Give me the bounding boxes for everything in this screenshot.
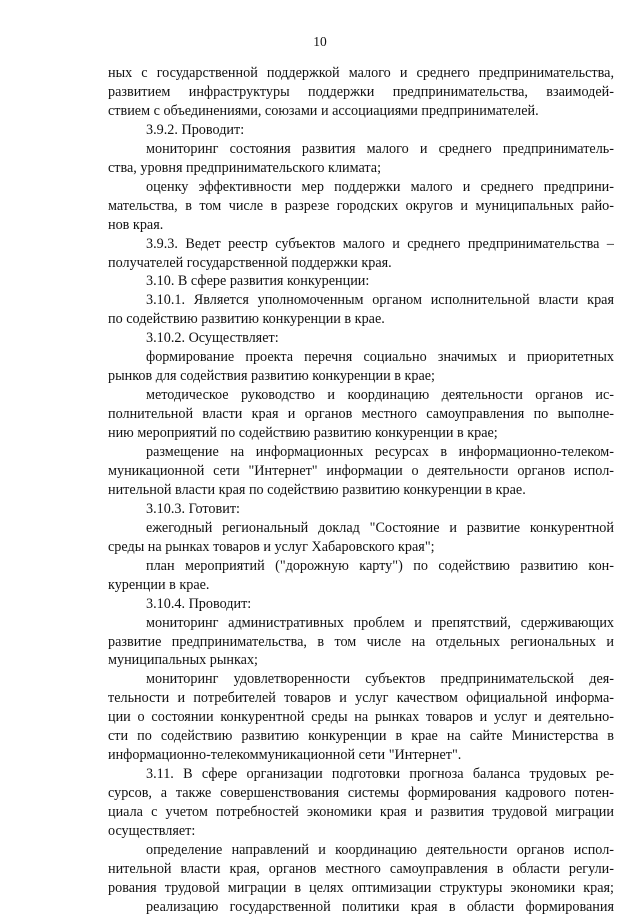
text-line: ежегодный региональный доклад "Состояние и развитие конкурентной [146, 519, 614, 536]
text-line: план мероприятий ("дорожную карту") по содействию развитию кон- [146, 557, 614, 574]
text-line: мательства, в том числе в разрезе городских округов и муниципальных райо- [108, 197, 614, 214]
text-line: развитием инфраструктуры поддержки предпринимательства, взаимодей- [108, 84, 614, 100]
text-line: методическое руководство и координацию деятельности органов ис- [146, 387, 614, 404]
text-line: 3.10.4. Проводит: [146, 595, 252, 612]
text-line: размещение на информационных ресурсах в информационно-телеком- [146, 444, 614, 460]
text-line: полнительной власти края и органов местного самоуправления по выполне- [108, 406, 614, 423]
text-line: 3.11. В сфере организации подготовки прогноза баланса трудовых ре- [146, 766, 614, 783]
page-number: 10 [313, 34, 327, 49]
text-line: нительной власти края по содействию развитию конкуренции в крае. [108, 481, 526, 498]
text-line: сти по содействию развитию конкуренции в крае на сайте Министерства в [108, 728, 614, 745]
text-line: ции о состоянии конкурентной среды на рынках товаров и услуг и деятельно- [108, 709, 614, 726]
text-line: развитие предпринимательства, в том числе на отдельных региональных и [108, 633, 614, 650]
text-line: тельности и потребителей товаров и услуг качеством официальной информа- [108, 690, 614, 707]
text-line: по содействию развитию конкуренции в крае. [108, 311, 385, 328]
text-line: определение направлений и координацию деятельности органов испол- [146, 841, 614, 858]
text-line: оценку эффективности мер поддержки малого и среднего предприни- [146, 178, 614, 195]
text-line: куренции в крае. [108, 576, 210, 593]
text-line: ствием с объединениями, союзами и ассоциациями предпринимателей. [108, 102, 539, 119]
text-line: рования трудовой миграции в целях оптимизации структуры экономики края; [108, 879, 614, 896]
text-line: нию мероприятий по содействию развитию конкуренции в крае; [108, 425, 498, 442]
text-line: 3.10.2. Осуществляет: [146, 330, 279, 347]
text-line: информационно-телекоммуникационной сети "Интернет". [108, 747, 462, 764]
text-line: мониторинг удовлетворенности субъектов предпринимательской дея- [146, 671, 614, 688]
text-line: ных с государственной поддержкой малого и среднего предпринимательства, [108, 65, 614, 81]
text-line: нительной власти края, органов местного самоуправления в области регули- [108, 860, 614, 877]
text-line: сурсов, а также совершенствования системы формирования кадрового потен- [108, 785, 614, 802]
text-line: осуществляет: [108, 823, 196, 839]
text-line: муниципальных рынках; [108, 652, 259, 669]
text-line: формирование проекта перечня социально значимых и приоритетных [146, 349, 614, 366]
text-line: ства, уровня предпринимательского климата; [108, 159, 382, 176]
text-line: рынков для содействия развитию конкуренции в крае; [108, 368, 435, 385]
text-line: 3.10.1. Является уполномоченным органом исполнительной власти края [146, 292, 614, 309]
text-line: реализацию государственной политики края в области формирования [146, 898, 614, 915]
text-line: 3.10. В сфере развития конкуренции: [146, 273, 370, 290]
text-line: циала с учетом потребностей экономики края и развития трудовой миграции [108, 804, 614, 820]
text-line: 3.9.2. Проводит: [146, 121, 245, 138]
text-line: 3.9.3. Ведет реестр субъектов малого и среднего предпринимательства – [146, 235, 614, 252]
text-line: мониторинг состояния развития малого и среднего предприниматель- [146, 140, 614, 157]
text-line: нов края. [108, 216, 164, 233]
text-line: 3.10.3. Готовит: [146, 500, 240, 517]
text-line: мониторинг административных проблем и препятствий, сдерживающих [146, 614, 614, 631]
text-line: муникационной сети "Интернет" информации о деятельности органов испол- [108, 462, 614, 479]
text-line: получателей государственной поддержки края. [108, 254, 392, 271]
text-line: среды на рынках товаров и услуг Хабаровского края"; [108, 538, 435, 555]
